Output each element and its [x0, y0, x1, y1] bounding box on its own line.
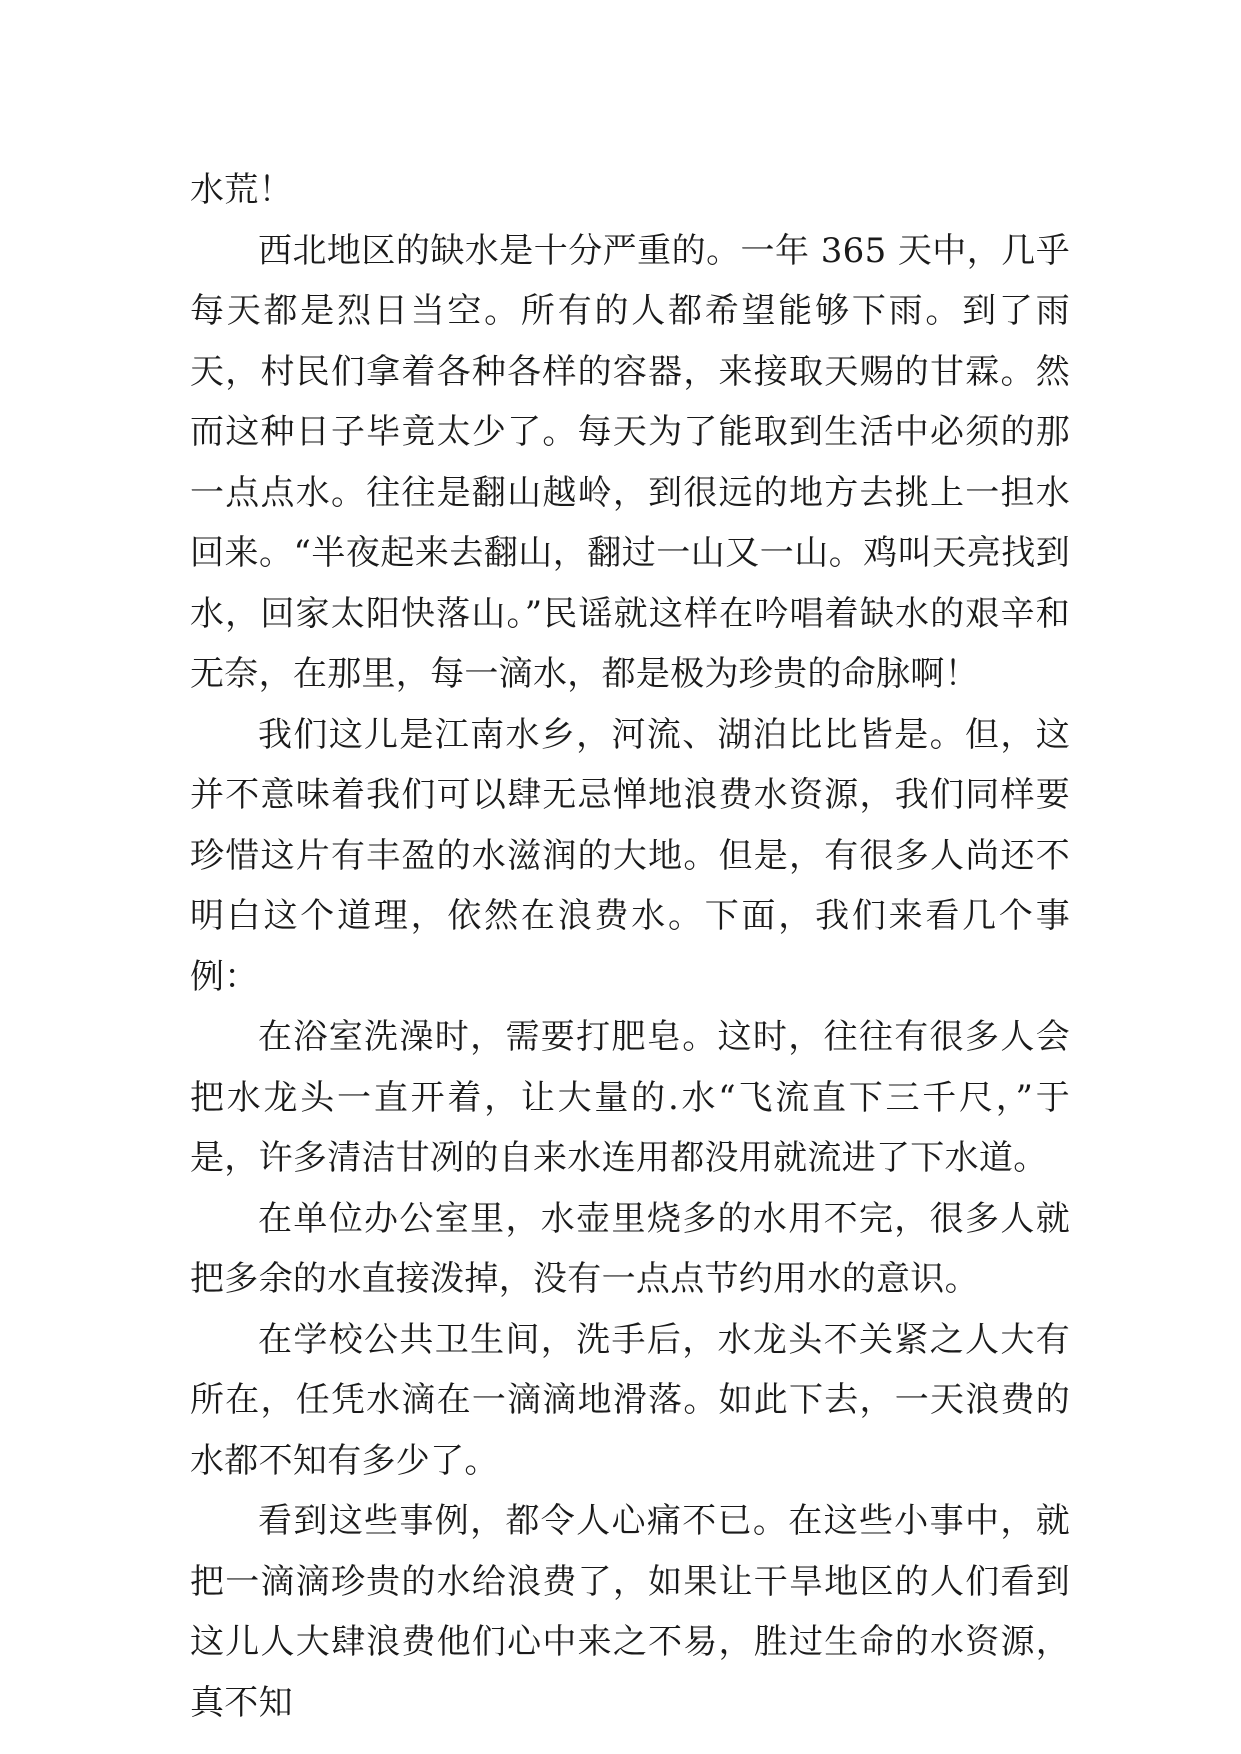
paragraph-3: 我们这儿是江南水乡，河流、湖泊比比皆是。但，这并不意味着我们可以肆无忌惮地浪费水资源，我们同样要珍惜这片有丰盈的水滋润的大地。但是，有很多人尚还不明白这个道理，依然在浪费水。下面，我们来看几个事例：	[190, 714, 1070, 997]
paragraph-5: 在单位办公室里，水壶里烧多的水用不完，很多人就把多余的水直接泼掉，没有一点点节约用水的意识。	[190, 1198, 1070, 1299]
paragraph-1: 水荒！	[190, 170, 293, 210]
paragraph-2: 西北地区的缺水是十分严重的。一年 365 天中，几乎每天都是烈日当空。所有的人都希望能够下雨。到了雨天，村民们拿着各种各样的容器，来接取天赐的甘霖。然而这种日子毕竟太少了。每天为了能取到生活中必须的那一点点水。往往是翻山越岭，到很远的地方去挑上一担水回来。“半夜起来去翻山，翻过一山又一山。鸡叫天亮找到水，回家太阳快落山。”民谣就这样在吟唱着缺水的艰辛和无奈，在那里，每一滴水，都是极为珍贵的命脉啊！	[190, 230, 1070, 694]
paragraph-7: 看到这些事例，都令人心痛不已。在这些小事中，就把一滴滴珍贵的水给浪费了，如果让干旱地区的人们看到这儿人大肆浪费他们心中来之不易，胜过生命的水资源，真不知	[190, 1501, 1070, 1723]
paragraph-6: 在学校公共卫生间，洗手后，水龙头不关紧之人大有所在，任凭水滴在一滴滴地滑落。如此下去，一天浪费的水都不知有多少了。	[190, 1319, 1070, 1481]
paragraph-4: 在浴室洗澡时，需要打肥皂。这时，往往有很多人会把水龙头一直开着，让大量的.水“飞流直下三千尺，”于是，许多清洁甘冽的自来水连用都没用就流进了下水道。	[190, 1017, 1070, 1178]
body-text	[190, 160, 1070, 1733]
